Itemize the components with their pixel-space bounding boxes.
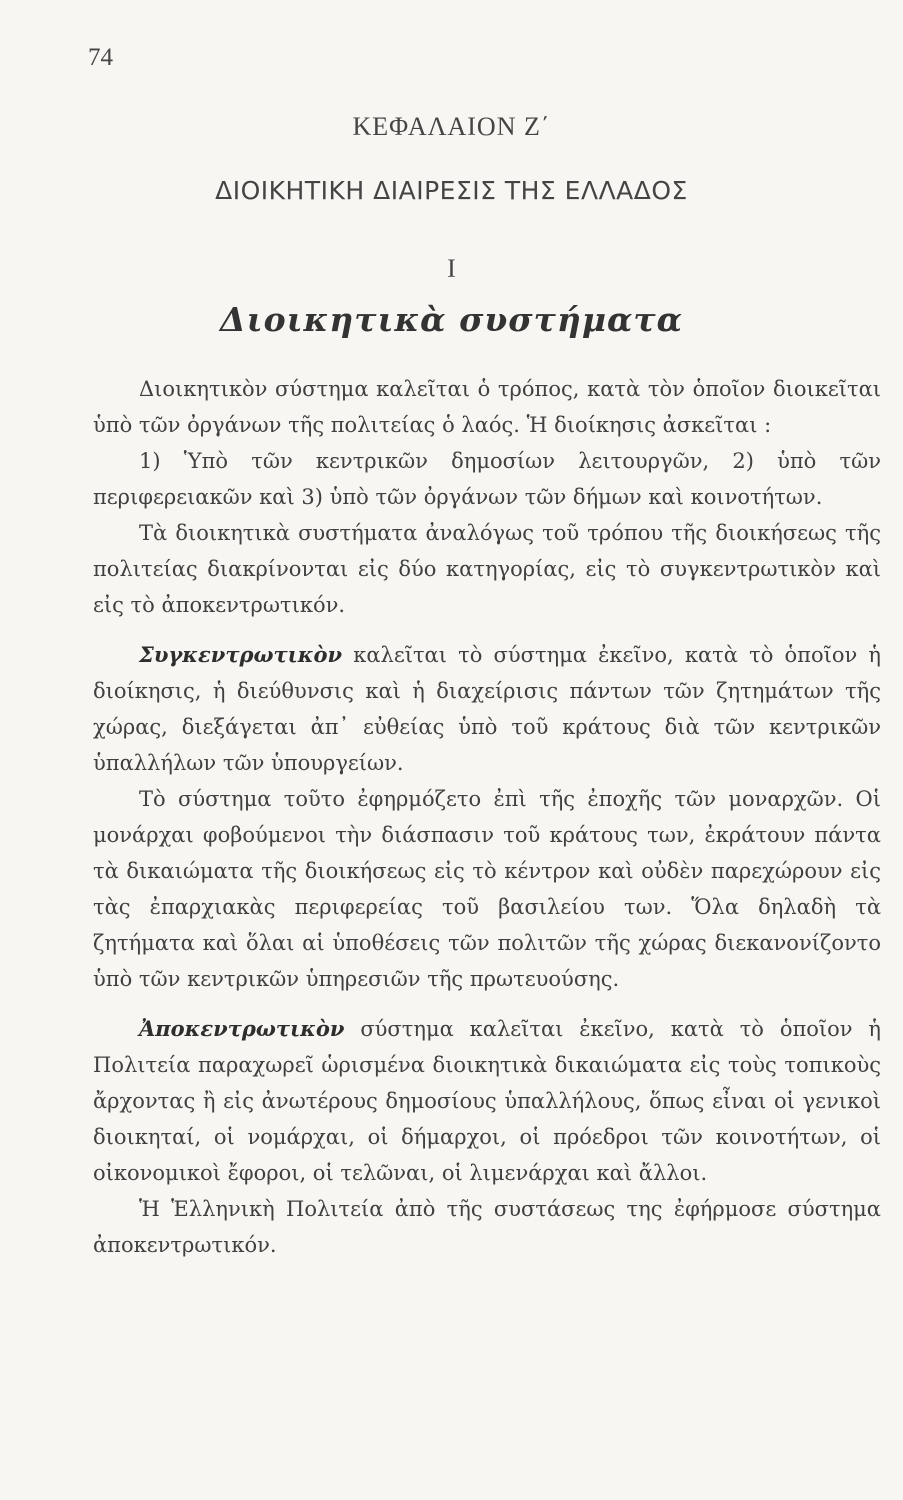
body-text <box>93 371 881 1263</box>
chapter-title: ΚΕΦΑΛΑΙΟΝ Ζ΄ <box>352 112 551 141</box>
paragraph-centralized-text: καλεῖται τὸ σύστημα ἐκεῖνο, κατὰ τὸ ὁποῖον ἡ διοίκησις, ἡ διεύθυνσις καὶ ἡ διαχείρισις πάντων τῶν ζητημάτων τῆς χώρας, διεξάγεται ἀπ᾿ εὐθείας ὑπὸ τοῦ κράτους διὰ τῶν κεντρικῶν ὑπαλλήλων τῶν ὑπουργείων. <box>93 643 881 775</box>
term-decentralized: Ἀποκεντρωτικὸν <box>139 1016 345 1041</box>
term-centralized: Συγκεντρωτικὸν <box>139 642 343 667</box>
paragraph-decentralized <box>93 1011 881 1191</box>
page-number: 74 <box>88 44 113 71</box>
paragraph-levels: 1) Ὑπὸ τῶν κεντρικῶν δημοσίων λειτουργῶν, 2) ὑπὸ τῶν περιφερειακῶν καὶ 3) ὑπὸ τῶν ὀργάνων τῶν δήμων καὶ κοινοτήτων. <box>93 449 881 509</box>
section-title: Διοικητικὰ συστήματα <box>220 300 683 339</box>
chapter-subtitle: ΔΙΟΙΚΗΤΙΚΗ ΔΙΑΙΡΕΣΙΣ ΤΗΣ ΕΛΛΑΔΟΣ <box>215 176 688 205</box>
paragraph-greek-state: Ἡ Ἑλληνικὴ Πολιτεία ἀπὸ τῆς συστάσεως της ἐφήρμοσε σύστημα ἀποκεντρωτικόν. <box>93 1197 881 1257</box>
paragraph-decentralized-text: σύστημα καλεῖται ἐκεῖνο, κατὰ τὸ ὁποῖον ἡ Πολιτεία παραχωρεῖ ὡρισμένα διοικητικὰ δικαιώματα εἰς τοὺς τοπικοὺς ἄρχοντας ἢ εἰς ἀνωτέρους δημοσίους ὑπαλλήλους, ὅπως εἶναι οἱ γενικοὶ διοικηταί, οἱ νομάρχαι, οἱ δήμαρχοι, οἱ πρόεδροι τῶν κοινοτήτων, οἱ οἰκονομικοὶ ἔφοροι, οἱ τελῶναι, οἱ λιμενάρχαι καὶ ἄλλοι. <box>93 1017 881 1185</box>
section-number: Ι <box>447 254 456 283</box>
paragraph-monarchs: Τὸ σύστημα τοῦτο ἐφηρμόζετο ἐπὶ τῆς ἐποχῆς τῶν μοναρχῶν. Οἱ μονάρχαι φοβούμενοι τὴν διάσπασιν τοῦ κράτους των, ἐκράτουν πάντα τὰ δικαιώματα τῆς διοικήσεως εἰς τὸ κέντρον καὶ οὐδὲν παρεχώρουν εἰς τὰς ἐπαρχιακὰς περιφερείας τοῦ βασιλείου των. Ὅλα δηλαδὴ τὰ ζητήματα καὶ ὅλαι αἱ ὑποθέσεις τῶν πολιτῶν τῆς χώρας διεκανονίζοντο ὑπὸ τῶν κεντρικῶν ὑπηρεσιῶν τῆς πρωτευούσης. <box>93 787 881 991</box>
paragraph-definition: Διοικητικὸν σύστημα καλεῖται ὁ τρόπος, κατὰ τὸν ὁποῖον διοικεῖται ὑπὸ τῶν ὀργάνων τῆς πολιτείας ὁ λαός. Ἡ διοίκησις ἀσκεῖται : <box>93 377 881 437</box>
paragraph-centralized <box>93 637 881 781</box>
paragraph-categories: Τὰ διοικητικὰ συστήματα ἀναλόγως τοῦ τρόπου τῆς διοικήσεως τῆς πολιτείας διακρίνονται εἰς δύο κατηγορίας, εἰς τὸ συγκεντρωτικὸν καὶ εἰς τὸ ἀποκεντρωτικόν. <box>93 521 881 617</box>
